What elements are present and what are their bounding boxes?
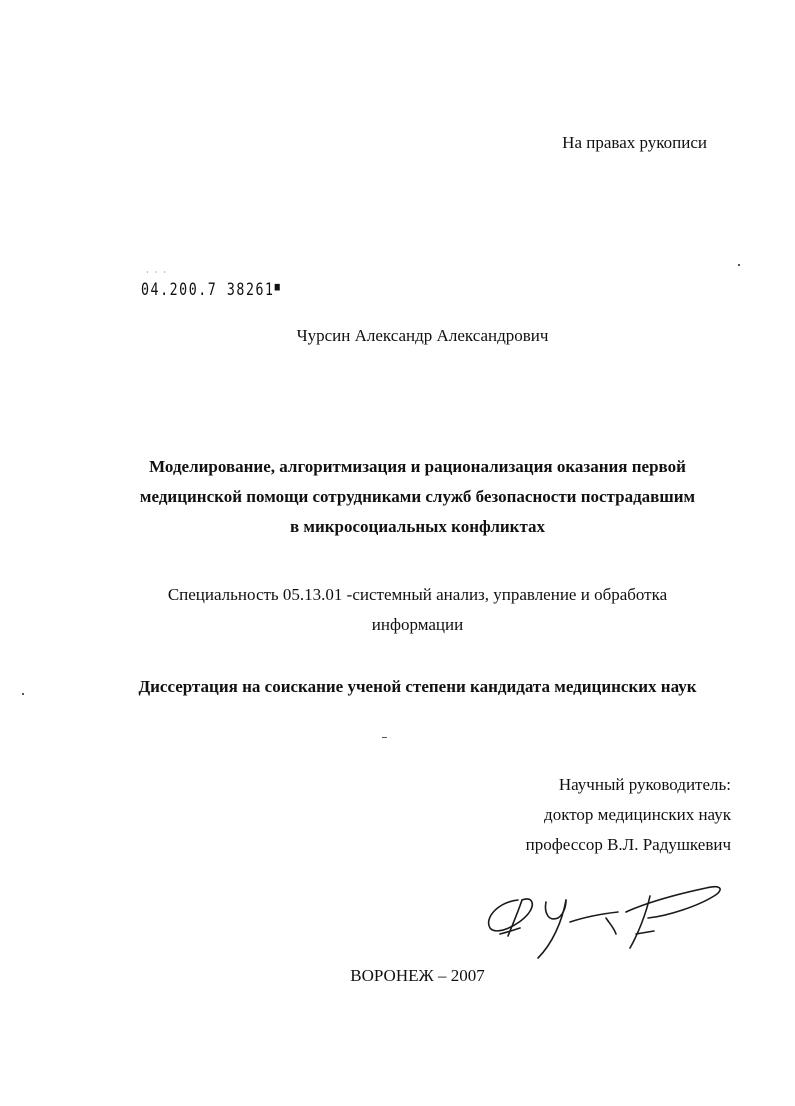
signature-icon — [478, 878, 728, 968]
scan-speck — [22, 693, 24, 695]
city-year: ВОРОНЕЖ – 2007 — [350, 966, 485, 985]
doc-number-text: 04.200.7 38261 — [141, 280, 275, 300]
supervisor-block — [526, 770, 731, 860]
supervisor-label: Научный руководитель: — [558, 775, 731, 794]
title-line: в микросоциальных конфликтах — [289, 517, 546, 536]
scan-speck — [382, 737, 387, 738]
degree-statement: Диссертация на соискание ученой степени кандидата медицинских наук — [138, 677, 697, 696]
title-line: медицинской помощи сотрудниками служб безопасности пострадавшим — [139, 487, 696, 506]
rights-note: На правах рукописи — [562, 133, 707, 152]
doc-number-marks: · · · — [146, 268, 168, 277]
doc-number — [141, 280, 281, 300]
specialty-line: информации — [371, 615, 464, 634]
thesis-title — [20, 452, 795, 542]
doc-number-mark: ■ — [274, 280, 282, 293]
author-name: Чурсин Александр Александрович — [296, 326, 549, 345]
supervisor-degree: доктор медицинских наук — [544, 805, 731, 824]
scan-speck — [738, 264, 740, 266]
title-line: Моделирование, алгоритмизация и рационализация оказания первой — [149, 457, 686, 476]
specialty-line: Специальность 05.13.01 -системный анализ, управление и обработка — [167, 585, 668, 604]
specialty — [20, 580, 795, 640]
supervisor-name: профессор В.Л. Радушкевич — [525, 835, 731, 854]
